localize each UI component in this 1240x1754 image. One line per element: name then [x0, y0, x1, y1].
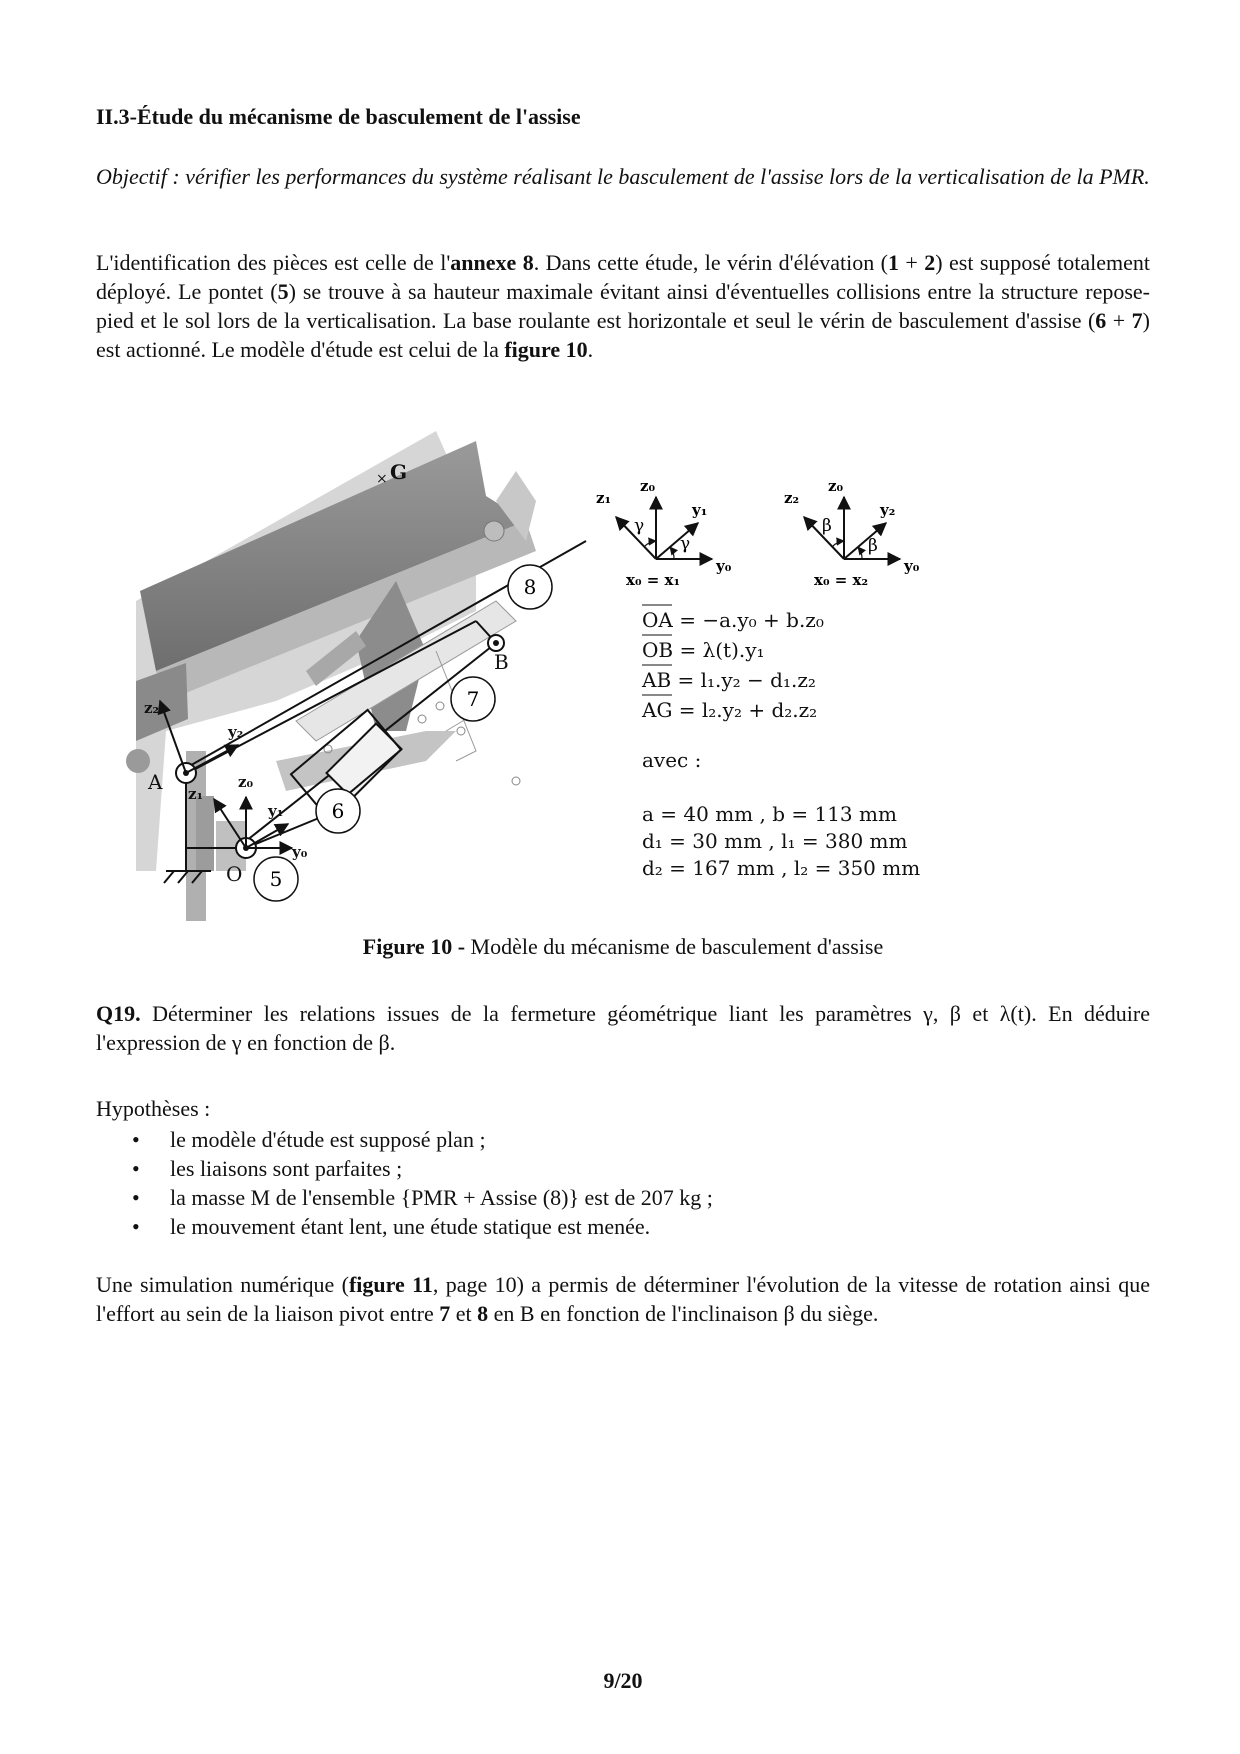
- diag2-x0x2: x₀ = x₂: [814, 571, 869, 589]
- label-z1: z₁: [188, 785, 204, 803]
- hypotheses-list: [96, 1125, 1150, 1241]
- label-y0: y₀: [292, 843, 308, 861]
- diag2-y0: y₀: [904, 557, 920, 575]
- hypotheses: [96, 1094, 1150, 1241]
- intro-text: L'identification des pièces est celle de l': [96, 250, 451, 275]
- q19-text: Déterminer les relations issues de la fermeture géométrique liant les paramètres γ, β et λ(t). En déduire l'expression de γ en fonction de β.: [96, 1001, 1151, 1055]
- sim-text: et: [450, 1301, 478, 1326]
- sim-text: Une simulation numérique (: [96, 1272, 349, 1297]
- part-ref: 7: [1131, 308, 1143, 333]
- eq-OB: OB = λ(t).y₁: [642, 638, 765, 662]
- diag1-gamma-a: γ: [634, 516, 645, 536]
- eq-OA: OA = −a.y₀ + b.z₀: [642, 608, 824, 632]
- figure-10: [96, 401, 1150, 1021]
- part-ref: 5: [277, 279, 289, 304]
- part-5-label: 5: [269, 867, 283, 891]
- dims-a-b: a = 40 mm , b = 113 mm: [642, 802, 897, 826]
- diag1-y0: y₀: [716, 557, 732, 575]
- hypotheses-title: Hypothèses :: [96, 1096, 211, 1121]
- g-marker: ×: [376, 471, 388, 487]
- page-number: 9/20: [603, 1668, 643, 1693]
- part-ref: 8: [477, 1301, 489, 1326]
- simulation-paragraph: [96, 1270, 1150, 1328]
- part-7-label: 7: [466, 687, 480, 711]
- label-A: A: [148, 770, 163, 794]
- mechanism-diagram: [96, 401, 1150, 931]
- label-z2: z₂: [144, 699, 160, 717]
- diag2-z0: z₀: [828, 477, 844, 495]
- q19-label: Q19.: [96, 1001, 141, 1026]
- figure-caption: [96, 934, 1150, 960]
- eq-AB: AB = l₁.y₂ − d₁.z₂: [642, 668, 816, 692]
- caption-text: Modèle du mécanisme de basculement d'assise: [470, 934, 884, 959]
- part-ref: 6: [1095, 308, 1107, 333]
- intro-text: +: [1106, 308, 1132, 333]
- eq-AG: AG = l₂.y₂ + d₂.z₂: [642, 698, 818, 722]
- part-ref: 1: [888, 250, 899, 275]
- intro-paragraph: [96, 248, 1150, 364]
- section-title: II.3-Étude du mécanisme de basculement de l'assise: [96, 104, 581, 129]
- label-G: G: [390, 460, 408, 484]
- figure-ref: figure 11: [348, 1272, 433, 1297]
- figure-ref: figure 10: [504, 337, 588, 362]
- label-y1: y₁: [268, 802, 284, 820]
- vector-equations: [641, 605, 824, 722]
- avec-label: avec :: [642, 748, 702, 772]
- label-B: B: [494, 650, 509, 674]
- diag1-z1: z₁: [596, 489, 612, 507]
- dimensions: [642, 748, 920, 880]
- dims-d1-l1: d₁ = 30 mm , l₁ = 380 mm: [642, 829, 908, 853]
- ground-hatch: [164, 871, 174, 883]
- question-19: [96, 999, 1150, 1057]
- diag2-beta-a: β: [822, 516, 832, 536]
- label-z0: z₀: [238, 773, 254, 791]
- part-ref: 2: [924, 250, 936, 275]
- label-y2: y₂: [228, 723, 244, 741]
- part-ref: 7: [439, 1301, 451, 1326]
- caption-label: Figure 10 -: [362, 934, 471, 959]
- diag1-gamma-b: γ: [680, 534, 691, 554]
- diag2-z2: z₂: [784, 489, 800, 507]
- sim-text: en B en fonction de l'inclinaison β du siège.: [488, 1301, 879, 1326]
- hypothesis-item: • le modèle d'étude est supposé plan ;: [96, 1125, 1150, 1154]
- diag1-z0: z₀: [640, 477, 656, 495]
- diag1-x0x1: x₀ = x₁: [626, 571, 681, 589]
- part-8-label: 8: [523, 575, 537, 599]
- joint-B: [488, 635, 504, 651]
- label-O: O: [226, 862, 243, 886]
- dims-d2-l2: d₂ = 167 mm , l₂ = 350 mm: [642, 856, 921, 880]
- sim-text: , page 10) a permis de déterminer l'évolution de la vitesse de rotation ainsi que l'effort au sein de la liaison pivot entre: [96, 1272, 1150, 1326]
- diag2-y2: y₂: [880, 501, 896, 519]
- hypothesis-item: • les liaisons sont parfaites ;: [96, 1154, 1150, 1183]
- diag1-y1: y₁: [692, 501, 708, 519]
- part-6-label: 6: [331, 799, 345, 823]
- intro-text: . Dans cette étude, le vérin d'élévation (: [533, 250, 888, 275]
- intro-text: .: [587, 337, 594, 362]
- intro-text: +: [899, 250, 925, 275]
- objective-text: Objectif : vérifier les performances du système réalisant le basculement de l'assise lors de la verticalisation de la PMR.: [96, 164, 1150, 189]
- intro-text: ) est supposé totalement déployé. Le pontet (: [96, 250, 1151, 304]
- hypothesis-item: • la masse M de l'ensemble {PMR + Assise (8)} est de 207 kg ;: [96, 1183, 1150, 1212]
- diag2-beta-b: β: [868, 536, 878, 556]
- annexe-ref: annexe 8: [450, 250, 534, 275]
- intro-text: ) est actionné. Le modèle d'étude est celui de la: [96, 308, 1150, 362]
- hypothesis-item: • le mouvement étant lent, une étude statique est menée.: [96, 1212, 1150, 1241]
- intro-text: ) se trouve à sa hauteur maximale évitant ainsi d'éventuelles collisions entre la structure repose-pied et le sol lors de la verticalisation. La base roulante est horizontale et seul le vérin de basculement d'assise (: [96, 279, 1150, 333]
